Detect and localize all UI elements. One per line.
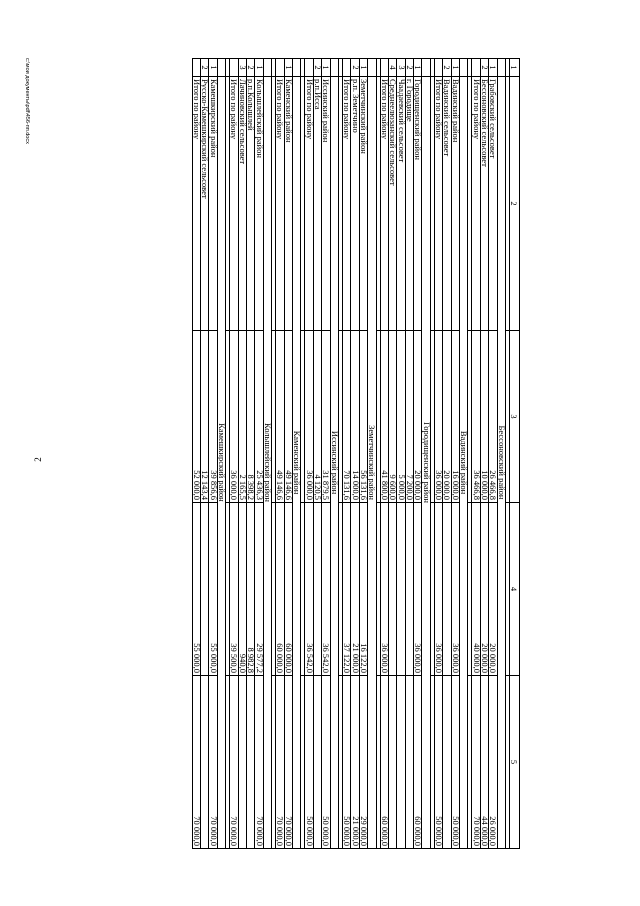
district-title: Иссинский район bbox=[330, 77, 338, 849]
row-index: 4 bbox=[388, 59, 396, 77]
value-col-4 bbox=[397, 503, 405, 676]
value-col-5: 50 000,0 bbox=[305, 676, 313, 849]
value-col-4: 55 000,0 bbox=[192, 503, 200, 676]
value-col-3: 36 000,0 bbox=[434, 331, 442, 503]
header-cell: 2 bbox=[510, 77, 520, 331]
table-row bbox=[238, 59, 246, 849]
table-row bbox=[247, 59, 255, 849]
value-col-3: 20 000,0 bbox=[414, 331, 422, 503]
value-col-3: 36 000,0 bbox=[230, 331, 238, 503]
header-cell: 1 bbox=[510, 59, 520, 77]
value-col-5: 60 000,0 bbox=[380, 676, 388, 849]
empty-cell bbox=[330, 59, 338, 77]
value-col-4: 940,0 bbox=[238, 503, 246, 676]
value-col-3: 12 143,4 bbox=[201, 331, 209, 503]
table-row bbox=[489, 59, 497, 849]
row-index: 2 bbox=[351, 59, 359, 77]
table-row bbox=[322, 59, 330, 849]
value-col-3: 25 436,3 bbox=[255, 331, 263, 503]
value-col-4: 60 000,0 bbox=[276, 503, 284, 676]
row-name: Итого по району bbox=[434, 77, 442, 331]
value-col-3: 36 466,8 bbox=[472, 331, 480, 503]
spacer-cell bbox=[272, 59, 276, 77]
value-col-3: 16 000,0 bbox=[451, 331, 459, 503]
row-index: 2 bbox=[480, 59, 488, 77]
header-cell: 4 bbox=[510, 503, 520, 676]
district-title-row bbox=[497, 59, 505, 849]
value-col-5 bbox=[397, 676, 405, 849]
value-col-4: 37 122,0 bbox=[342, 503, 350, 676]
value-col-5: 70 000,0 bbox=[192, 676, 200, 849]
value-col-5: 50 000,0 bbox=[434, 676, 442, 849]
district-title: Вадинский район bbox=[460, 77, 468, 849]
value-col-3: 2 165,5 bbox=[238, 331, 246, 503]
value-col-3: 36 000,0 bbox=[305, 331, 313, 503]
table-body bbox=[192, 59, 519, 849]
table-row bbox=[480, 59, 488, 849]
row-index: 1 bbox=[209, 59, 217, 77]
row-name: Вадинский район bbox=[451, 77, 459, 331]
value-col-4 bbox=[443, 503, 451, 676]
row-index: 1 bbox=[359, 59, 367, 77]
value-col-3: 41 800,0 bbox=[380, 331, 388, 503]
value-col-4: 20 000,0 bbox=[489, 503, 497, 676]
row-name: Городищенский район bbox=[414, 77, 422, 331]
value-col-4: 60 000,0 bbox=[284, 503, 292, 676]
district-title-row bbox=[460, 59, 468, 849]
district-title: Колышлейский район bbox=[263, 77, 271, 849]
district-title-row bbox=[368, 59, 376, 849]
value-col-4: 29 577,2 bbox=[255, 503, 263, 676]
value-col-4: 36 542,0 bbox=[305, 503, 313, 676]
value-col-3: 31 879,5 bbox=[322, 331, 330, 503]
row-index: 1 bbox=[255, 59, 263, 77]
row-name: г. Городище bbox=[405, 77, 413, 331]
row-index bbox=[342, 59, 350, 77]
value-col-3: 20 000,0 bbox=[443, 331, 451, 503]
row-name: Итого по району bbox=[380, 77, 388, 331]
district-title: Каменский район bbox=[293, 77, 301, 849]
value-col-5: 70 000,0 bbox=[472, 676, 480, 849]
value-col-3: 4 120,5 bbox=[313, 331, 321, 503]
value-col-4: 55 000,0 bbox=[209, 503, 217, 676]
district-title: Городищенский район bbox=[422, 77, 430, 849]
value-col-5: 50 000,0 bbox=[322, 676, 330, 849]
row-name: Колышлейский район bbox=[255, 77, 263, 331]
spacer-cell bbox=[430, 59, 434, 77]
value-col-5 bbox=[247, 676, 255, 849]
value-col-4: 21 000,0 bbox=[351, 503, 359, 676]
spacer-cell bbox=[376, 59, 380, 77]
page-number: 2 bbox=[32, 457, 43, 462]
row-index: 2 bbox=[313, 59, 321, 77]
value-col-4: 36 000,0 bbox=[380, 503, 388, 676]
spacer-cell bbox=[226, 59, 230, 77]
row-name: Иссинский район bbox=[322, 77, 330, 331]
table-row bbox=[313, 59, 321, 849]
row-name: Итого по району bbox=[342, 77, 350, 331]
value-col-5: 70 000,0 bbox=[284, 676, 292, 849]
table-row bbox=[397, 59, 405, 849]
value-col-4: 16 122,0 bbox=[359, 503, 367, 676]
value-col-3: 56 131,6 bbox=[359, 331, 367, 503]
row-index: 2 bbox=[443, 59, 451, 77]
value-col-3: 26 466,8 bbox=[489, 331, 497, 503]
file-path: c:\мои документы\pdf\456-пп.docx bbox=[24, 58, 30, 144]
row-name: Чаадаевский сельсовет bbox=[397, 77, 405, 331]
table-row bbox=[276, 59, 284, 849]
header-cell: 3 bbox=[510, 331, 520, 503]
value-col-5: 70 000,0 bbox=[209, 676, 217, 849]
row-index: 1 bbox=[451, 59, 459, 77]
table-row bbox=[388, 59, 396, 849]
empty-cell bbox=[497, 59, 505, 77]
value-col-4: 36 000,0 bbox=[434, 503, 442, 676]
value-col-3: 49 146,6 bbox=[276, 331, 284, 503]
value-col-3: 49 146,6 bbox=[284, 331, 292, 503]
value-col-3: 70 131,6 bbox=[342, 331, 350, 503]
table-row bbox=[472, 59, 480, 849]
table-row bbox=[434, 59, 442, 849]
value-col-4: 39 500,0 bbox=[230, 503, 238, 676]
row-name: р.п.Исса bbox=[313, 77, 321, 331]
value-col-4: 20 000,0 bbox=[480, 503, 488, 676]
row-name: Грабовский сельсовет bbox=[489, 77, 497, 331]
district-title-row bbox=[293, 59, 301, 849]
value-col-4: 8 982,8 bbox=[247, 503, 255, 676]
value-col-4: 40 000,0 bbox=[472, 503, 480, 676]
row-index bbox=[276, 59, 284, 77]
value-col-5: 70 000,0 bbox=[276, 676, 284, 849]
row-name: Каменский район bbox=[284, 77, 292, 331]
row-name: Вадинский сельсовет bbox=[443, 77, 451, 331]
value-col-3: 52 000,0 bbox=[192, 331, 200, 503]
district-title: Бессоновский район bbox=[497, 77, 505, 849]
value-col-5: 50 000,0 bbox=[451, 676, 459, 849]
row-index: 3 bbox=[238, 59, 246, 77]
row-index: 1 bbox=[322, 59, 330, 77]
value-col-5: 44 000,0 bbox=[480, 676, 488, 849]
table-row bbox=[342, 59, 350, 849]
row-name: Итого по району bbox=[192, 77, 200, 331]
district-title-row bbox=[263, 59, 271, 849]
row-name: Среднеелюзанский сельсовет bbox=[388, 77, 396, 331]
table-row bbox=[351, 59, 359, 849]
value-col-5 bbox=[238, 676, 246, 849]
row-name: Камешкирский район bbox=[209, 77, 217, 331]
row-index: 1 bbox=[284, 59, 292, 77]
row-name: Итого по району bbox=[230, 77, 238, 331]
district-title-row bbox=[217, 59, 225, 849]
header-row bbox=[510, 59, 520, 849]
value-col-3: 14 000,0 bbox=[351, 331, 359, 503]
value-col-4: 36 000,0 bbox=[414, 503, 422, 676]
value-col-3: 9 600,0 bbox=[388, 331, 396, 503]
value-col-3: 5 000,0 bbox=[397, 331, 405, 503]
spacer-cell bbox=[338, 59, 342, 77]
header-cell: 5 bbox=[510, 676, 520, 849]
district-title-row bbox=[422, 59, 430, 849]
row-index: 1 bbox=[414, 59, 422, 77]
value-col-5: 70 000,0 bbox=[230, 676, 238, 849]
table-row bbox=[305, 59, 313, 849]
row-name: р.п.Колышлей bbox=[247, 77, 255, 331]
table-row bbox=[201, 59, 209, 849]
table-row bbox=[443, 59, 451, 849]
row-index: 2 bbox=[201, 59, 209, 77]
row-index bbox=[230, 59, 238, 77]
value-col-5: 29 000,0 bbox=[359, 676, 367, 849]
row-name: Земетчинский район bbox=[359, 77, 367, 331]
value-col-5: 21 000,0 bbox=[351, 676, 359, 849]
row-index: 1 bbox=[489, 59, 497, 77]
row-index: 2 bbox=[405, 59, 413, 77]
budget-table bbox=[192, 58, 520, 849]
district-title: Земетчинский район bbox=[368, 77, 376, 849]
row-name: Русско-Камешкирский сельсовет bbox=[201, 77, 209, 331]
value-col-5: 60 000,0 bbox=[414, 676, 422, 849]
value-col-5: 50 000,0 bbox=[342, 676, 350, 849]
value-col-3: 8 398,2 bbox=[247, 331, 255, 503]
value-col-5: 70 000,0 bbox=[255, 676, 263, 849]
value-col-5 bbox=[443, 676, 451, 849]
value-col-4: 36 542,0 bbox=[322, 503, 330, 676]
row-name: Итого по району bbox=[305, 77, 313, 331]
value-col-5: 26 000,0 bbox=[489, 676, 497, 849]
row-name: Лачиновский сельсовет bbox=[238, 77, 246, 331]
district-title-row bbox=[330, 59, 338, 849]
row-name: р.п. Земетчино bbox=[351, 77, 359, 331]
empty-cell bbox=[422, 59, 430, 77]
district-title: Камешкирский район bbox=[217, 77, 225, 849]
value-col-3: 39 856,6 bbox=[209, 331, 217, 503]
value-col-3: 10 000,0 bbox=[480, 331, 488, 503]
spacer-cell bbox=[468, 59, 472, 77]
table-row bbox=[405, 59, 413, 849]
row-name: Итого по району bbox=[472, 77, 480, 331]
row-index: 2 bbox=[247, 59, 255, 77]
value-col-3: 7 200,0 bbox=[405, 331, 413, 503]
table-row bbox=[414, 59, 422, 849]
row-index: 3 bbox=[397, 59, 405, 77]
row-name: Бессоновский сельсовет bbox=[480, 77, 488, 331]
table-row bbox=[230, 59, 238, 849]
row-name: Итого по району bbox=[276, 77, 284, 331]
value-col-4: 36 000,0 bbox=[451, 503, 459, 676]
spacer-cell bbox=[301, 59, 305, 77]
